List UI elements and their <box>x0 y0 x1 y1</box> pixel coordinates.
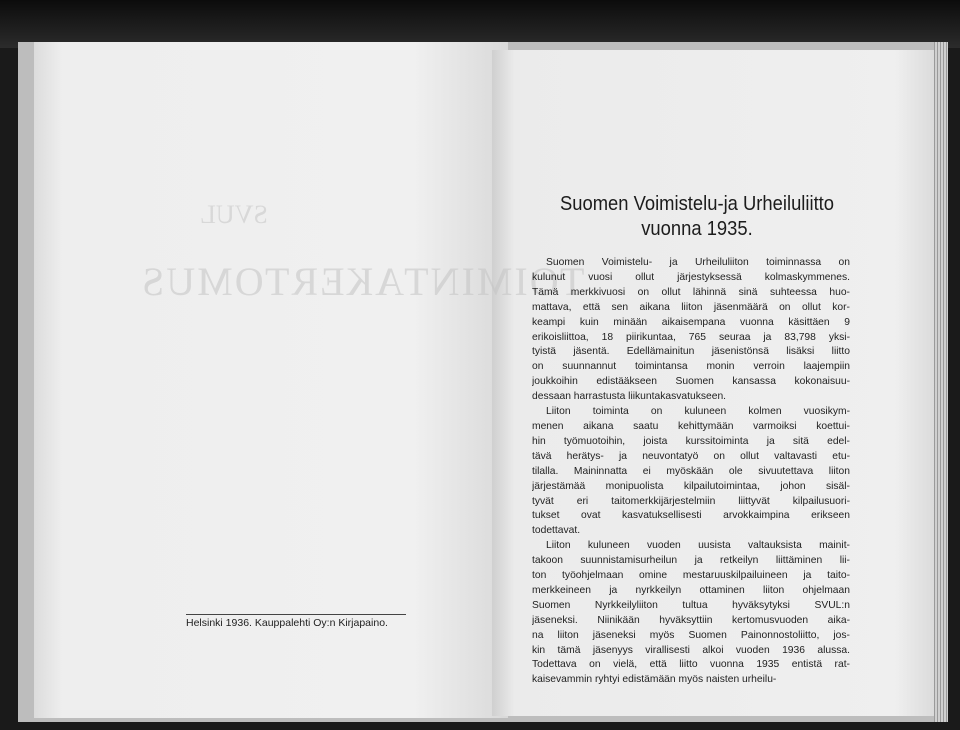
text-line: tyvät eri taitomerkkijärjestelmiin liittyvät kilpailusuori- <box>532 495 850 507</box>
text-line: jäseneksi. Niinikään hyväksyttiin kertomusvuoden aika- <box>532 614 850 626</box>
paragraph-3 <box>532 539 850 688</box>
text-line: todettavat. <box>532 525 581 537</box>
text-line: kulunut vuosi ollut järjestyksessä kolmaskymmenes. <box>532 271 850 283</box>
text-line: Suomen Voimistelu- ja Urheiluliiton toiminnassa on <box>546 257 850 268</box>
scan-top-shadow <box>0 0 960 48</box>
text-line: tävä herätys- ja neuvontatyö on ollut valtavasti etu- <box>532 450 850 462</box>
text-line: Todettava on vielä, että liitto vuonna 1935 entistä rat- <box>532 659 850 671</box>
text-line: tukset ovat kasvatuksellisesti arvokkaimpina erikseen <box>532 510 850 522</box>
text-line: kaisevammin ryhtyi edistämään myös naisten urheilu- <box>532 674 777 686</box>
text-line: ton työohjelmaan omine mestaruuskilpailuineen ja taito- <box>532 570 850 582</box>
text-line: järjestämää monipuolista kilpailutoimintaa, johon sisäl- <box>532 480 850 492</box>
body-text <box>532 256 850 688</box>
text-line: merkkeineen ja nyrkkeilyn ottaminen liiton ohjelmaan <box>532 584 850 596</box>
title-line-1: Suomen Voimistelu-ja Urheiluliitto <box>559 193 835 215</box>
text-line: tilalla. Maininnatta ei myöskään ole sivuutettava liiton <box>532 465 850 477</box>
text-line: kin tämä jäsenyys virallisesti alkoi vuoden 1936 alussa. <box>532 644 850 656</box>
text-line: Liiton kuluneen vuoden uusista valtauksista mainit- <box>546 540 850 552</box>
title-line-2: vuonna 1935. <box>641 218 753 240</box>
text-line: joukkoihin edistääkseen Suomen kansassa kokonaisuu- <box>532 376 850 388</box>
text-line: menen aikana saatu kehittymään varmoiksi koettui- <box>532 420 850 432</box>
text-line: tyistä jäsentä. Edellämainitun jäsenistönsä lisäksi liitto <box>532 346 850 358</box>
text-line: Liiton toiminta on kuluneen kolmen vuosikym- <box>546 406 850 418</box>
paragraph-1 <box>532 256 850 405</box>
text-line: hin työmuotoihin, joista kurssitoiminta ja sitä edel- <box>532 435 850 447</box>
printer-imprint: Helsinki 1936. Kauppalehti Oy:n Kirjapaino. <box>186 614 406 629</box>
text-line: on suunnannut toimintansa monin verroin laajempiin <box>532 361 850 373</box>
text-line: takoon suunnistamisurheilun ja retkeilyn liittäminen lii- <box>532 555 850 567</box>
show-through-text: ТОІМINТАКЕRТОМUS <box>140 259 585 304</box>
text-line: dessaan harrastusta liikuntakasvatukseen. <box>532 391 727 403</box>
page-title <box>545 192 849 242</box>
text-line: Suomen Nyrkkeilyliiton tultua hyväksytyksi SVUL:n <box>532 599 850 611</box>
text-line: keampi kuin minään aikaisempana vuonna käsittäen 9 <box>532 316 850 328</box>
text-line: Tämä merkkivuosi on ollut lähinnä sinä suhteessa huo- <box>532 286 850 298</box>
paragraph-2 <box>532 405 850 539</box>
text-line: mattava, että sen aikana liiton jäsenmäärä on ollut kor- <box>532 301 850 313</box>
page-edges <box>934 42 948 722</box>
show-through-text: SVUL <box>200 200 268 229</box>
text-line: na liiton jäseneksi myös Suomen Painonnostoliitto, jos- <box>532 629 850 641</box>
text-line: erikoisliittoa, 18 piirikuntaa, 765 seuraa ja 83,798 yksi- <box>532 331 850 343</box>
